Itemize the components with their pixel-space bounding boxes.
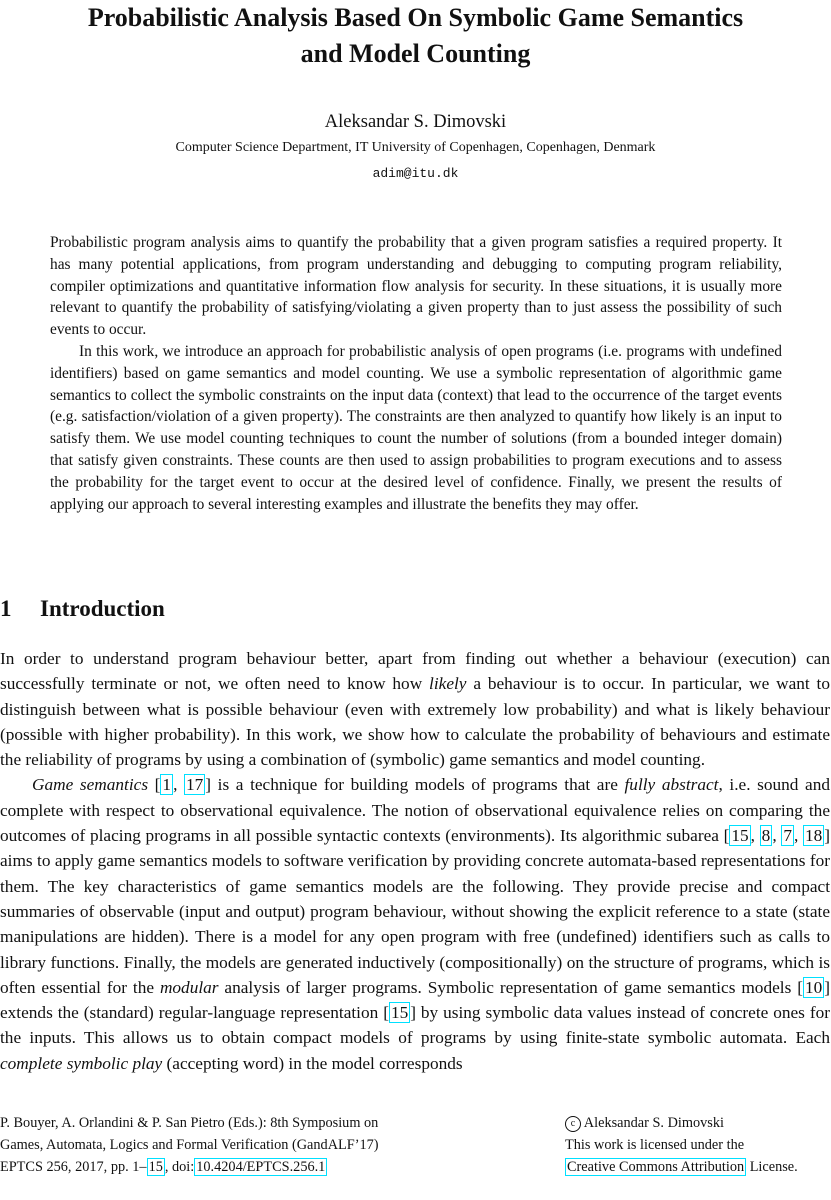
emphasis-game-semantics: Game semantics bbox=[32, 775, 149, 795]
citation-link[interactable]: 1 bbox=[162, 775, 172, 795]
abstract-paragraph-1: Probabilistic program analysis aims to quantify the probability that a given program satisfies a required property. It has many potential applications, from program understanding and debugging to computing program reliability, compiler optimizations and quantitative information flow analysis for security. In these situations, it is usually more relevant to quantify the probability of satisfying/violating a given property than to just assess the possibility of such events to occur. bbox=[50, 234, 782, 339]
citation-link[interactable]: 15 bbox=[731, 826, 749, 846]
author-name: Aleksandar S. Dimovski bbox=[324, 112, 507, 132]
citation-link[interactable]: 17 bbox=[186, 775, 204, 795]
citation-link[interactable]: 7 bbox=[783, 826, 792, 846]
license-info: c Aleksandar S. Dimovski This work is licensed under the Creative Commons Attribution License. bbox=[565, 1115, 798, 1175]
title-line-1: Probabilistic Analysis Based On Symbolic Game Semantics bbox=[87, 3, 744, 32]
section-number: 1 bbox=[0, 596, 12, 621]
section-heading bbox=[0, 593, 165, 625]
citation-link[interactable]: 10 bbox=[804, 977, 823, 997]
intro-body bbox=[0, 646, 830, 1076]
intro-paragraph-2: Game semantics [ 1 , 17 ] is a technique for building models of programs that are fully abstract, i.e. sound and complete with respect to observational equivalence. The notion of observational equivalence relies on comparing the outcomes of placing programs in all possible syntactic contexts (environments). Its algorithmic subarea [ 15 , 8 , 7 , 18 ] aims to apply game semantics models to software verification by providing concrete automata-based representations for them. The key characteristics of game semantics models are the following. They provide precise and compact summaries of observable (input and output) program behaviour, without showing the explicit reference to a state (state manipulations are hidden). There is a model for any open program with free (undefined) identifiers such as calls to library functions. Finally, the models are generated inductively (compositionally) on the structure of programs, which is often essential for the modular analysis of larger programs. Symbolic representation of game semantics models [ 10 ] extends the (standard) regular-language representation [ 15 ] by using symbolic data values instead of concrete ones for the inputs. This allows us to obtain compact models of programs by using finite-state symbolic automata. Each complete symbolic play (accepting word) in the model corresponds bbox=[0, 775, 831, 1073]
page-range-link[interactable]: 15 bbox=[148, 1159, 163, 1175]
citation-link[interactable]: 15 bbox=[390, 1003, 409, 1023]
author-email[interactable]: adim@itu.dk bbox=[372, 166, 459, 181]
paper-title bbox=[0, 0, 831, 72]
abstract-paragraph-2: In this work, we introduce an approach for probabilistic analysis of open programs (i.e. programs with undefined identifiers) based on game semantics and model counting. We use a symbolic representation of algorithmic game semantics to collect the symbolic constraints on the input data (context) that lead to the occurrence of the target events (e.g. satisfaction/violation of a given property). The constraints are then analyzed to quantify how likely is an input to satisfy them. We use model counting techniques to count the number of solutions (from a bounded integer domain) that satisfy given constraints. These counts are then used to assign probabilities to program executions and to assess the probability for the target event to occur at the desired level of confidence. Finally, we present the results of applying our approach to several interesting examples and illustrate the benefits they may offer. bbox=[50, 342, 782, 513]
emphasis-complete-symbolic-play: complete symbolic play bbox=[0, 1053, 163, 1073]
section-title: Introduction bbox=[40, 596, 165, 621]
citation-link[interactable]: 18 bbox=[804, 826, 823, 846]
emphasis-modular: modular bbox=[159, 977, 219, 997]
author-affiliation: Computer Science Department, IT University of Copenhagen, Copenhagen, Denmark bbox=[175, 140, 656, 155]
emphasis-likely: likely bbox=[429, 674, 467, 694]
abstract bbox=[50, 232, 782, 515]
emphasis-fully-abstract: fully abstract bbox=[624, 775, 719, 795]
citation-link[interactable]: 8 bbox=[761, 826, 771, 846]
doi-link[interactable]: 10.4204/EPTCS.256.1 bbox=[196, 1159, 326, 1175]
title-line-2: and Model Counting bbox=[300, 39, 531, 68]
copyright-icon: c bbox=[565, 1116, 581, 1132]
intro-paragraph-1: In order to understand program behaviour better, apart from finding out whether a behaviour (execution) can successfully terminate or not, we often need to know how likely a behaviour is to occur. In particular, we want to distinguish between what is possible behaviour (even with extremely low probability) and what is likely behaviour (possible with higher probability). In this work, we show how to calculate the probability of behaviours and estimate the reliability of programs by using a combination of (symbolic) game semantics and model counting. bbox=[0, 649, 830, 770]
license-link[interactable]: Creative Commons Attribution bbox=[567, 1159, 745, 1175]
publication-info: P. Bouyer, A. Orlandini & P. San Pietro (Eds.): 8th Symposium on Games, Automata, Logics and Formal Verification (GandALF’17) EPTCS 256, 2017, pp. 1– 15 , doi: 10.4204/EPTCS.256.1 bbox=[0, 1115, 379, 1175]
